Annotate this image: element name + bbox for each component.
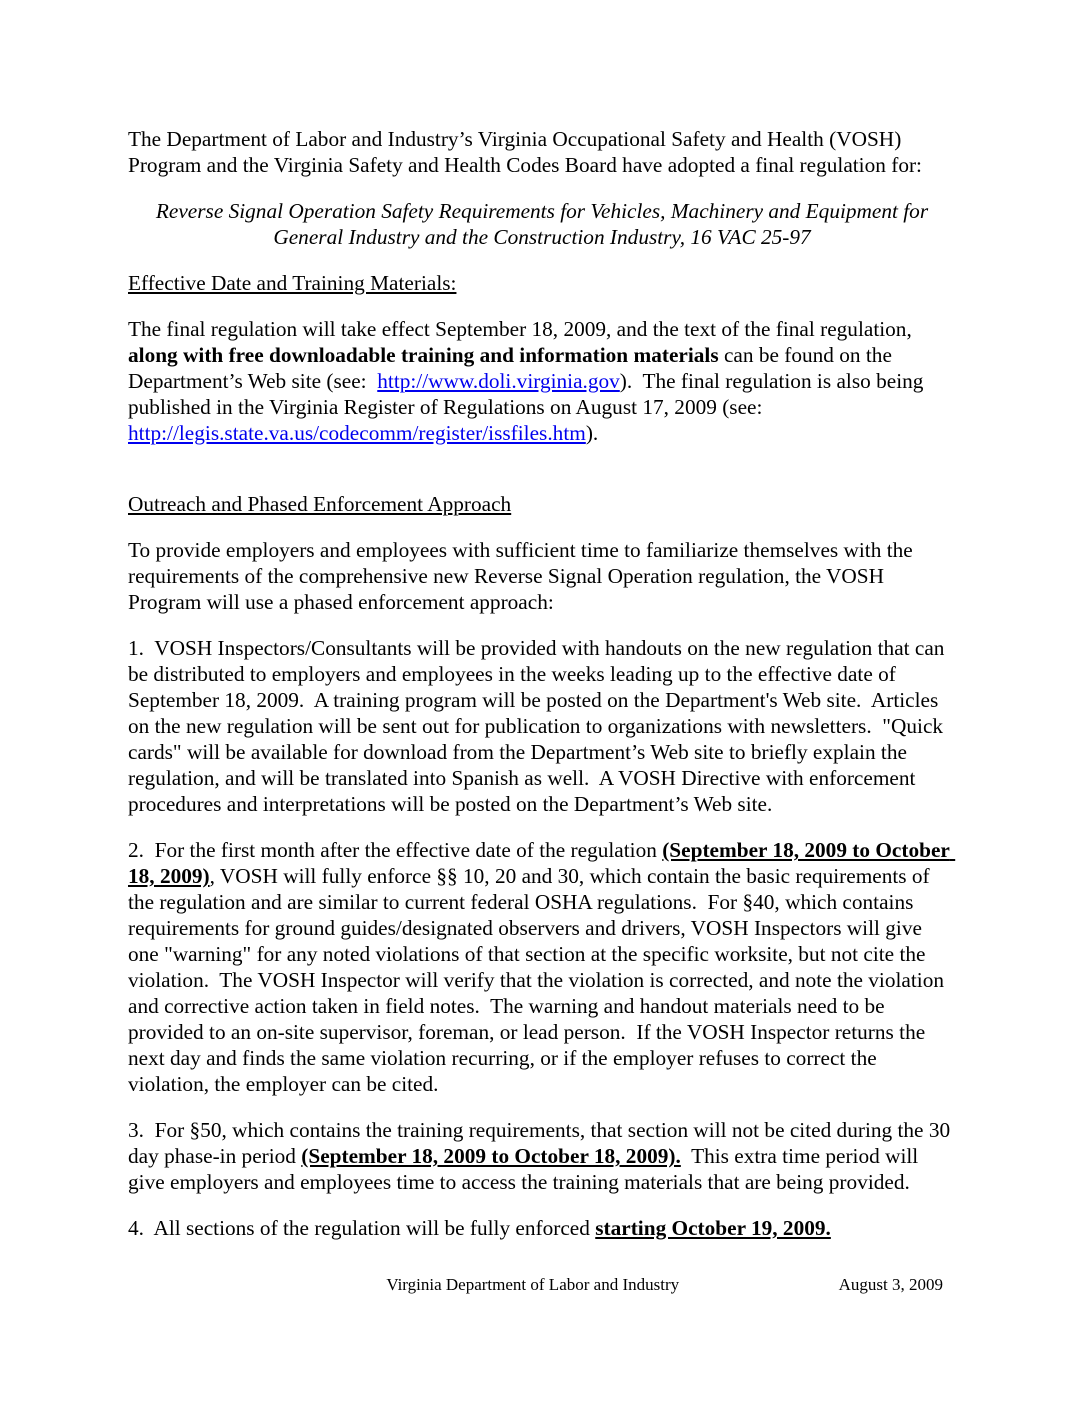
paragraph-segment: The final regulation will take effect September 18, 2009, and the text of the final regulation, xyxy=(128,317,918,341)
paragraph-segment: 2. For the first month after the effective date of the regulation xyxy=(128,838,663,862)
paragraph-segment: 3. For §50, which contains the training requirements, that section will not be cited during the 30 day phase-in period xyxy=(128,1118,956,1168)
effective-date-heading: Effective Date and Training Materials: xyxy=(128,271,457,295)
paragraph-segment: This extra time period will give employers and employees time to access the training materials that are being provided. xyxy=(128,1144,924,1194)
paragraph-segment: 4. All sections of the regulation will be fully enforced xyxy=(128,1216,596,1240)
virginia-register-link[interactable]: http://legis.state.va.us/codecomm/register/issfiles.htm xyxy=(128,421,586,445)
footer-date: August 3, 2009 xyxy=(838,1275,943,1294)
paragraph-segment: ). xyxy=(585,421,599,445)
paragraph-segment: ). The final regulation is also being published in the Virginia Register of Regulations on August 17, 2009 (see: xyxy=(128,369,929,419)
intro-paragraph: The Department of Labor and Industry’s Virginia Occupational Safety and Health (VOSH) Program and the Virginia Safety and Health Codes Board have adopted a final regulation for: xyxy=(128,127,922,177)
outreach-heading: Outreach and Phased Enforcement Approach xyxy=(128,492,512,516)
footer-organization: Virginia Department of Labor and Industry xyxy=(386,1275,680,1294)
paragraph-segment-bold: along with free downloadable training and information materials xyxy=(128,343,719,367)
document-body xyxy=(128,126,956,1261)
enforcement-item-1: 1. VOSH Inspectors/Consultants will be provided with handouts on the new regulation that can be distributed to employers and employees in the weeks leading up to the effective date of September 18, 2009. A training program will be posted on the Department's Web site. Articles on the new regulation will be sent out for publication to organizations with newsletters. "Quick cards" will be available for download from the Department’s Web site to briefly explain the regulation, and will be translated into Spanish as well. A VOSH Directive with enforcement procedures and interpretations will be posted on the Department’s Web site. xyxy=(128,636,950,816)
paragraph-segment: , VOSH will fully enforce §§ 10, 20 and 30, which contain the basic requirements of the regulation and are similar to current federal OSHA regulations. For §40, which contains requirements for ground guides/designated observers and drivers, VOSH Inspectors will give one "warning" for any noted violations of that section at the specific worksite, but not cite the violation. The VOSH Inspector will verify that the violation is corrected, and note the violation and corrective action taken in field notes. The warning and handout materials need to be provided to an on-site supervisor, foreman, or lead person. If the VOSH Inspector returns the next day and finds the same violation recurring, or if the employer refuses to correct the violation, the employer can be cited. xyxy=(128,864,950,1096)
date-range-emphasis: (September 18, 2009 to October 18, 2009) xyxy=(128,838,956,888)
start-date-emphasis: starting October 19, 2009. xyxy=(595,1216,831,1240)
page-footer xyxy=(128,1274,955,1300)
paragraph-segment: can be found on the Department’s Web site (see: xyxy=(128,343,898,393)
outreach-intro-paragraph: To provide employers and employees with sufficient time to familiarize themselves with the requirements of the comprehensive new Reverse Signal Operation regulation, the VOSH Program will use a phased enforcement approach: xyxy=(128,538,919,614)
date-range-emphasis: (September 18, 2009 to October 18, 2009). xyxy=(301,1144,681,1168)
effective-date-paragraph xyxy=(128,316,956,446)
enforcement-item-3 xyxy=(128,1117,956,1195)
enforcement-item-4 xyxy=(128,1215,956,1241)
enforcement-item-2 xyxy=(128,837,956,1097)
doli-website-link[interactable]: http://www.doli.virginia.gov xyxy=(377,369,620,393)
regulation-title: Reverse Signal Operation Safety Requirements for Vehicles, Machinery and Equipment for General Industry and the Construction Industry, 16 VAC 25-97 xyxy=(155,199,934,249)
